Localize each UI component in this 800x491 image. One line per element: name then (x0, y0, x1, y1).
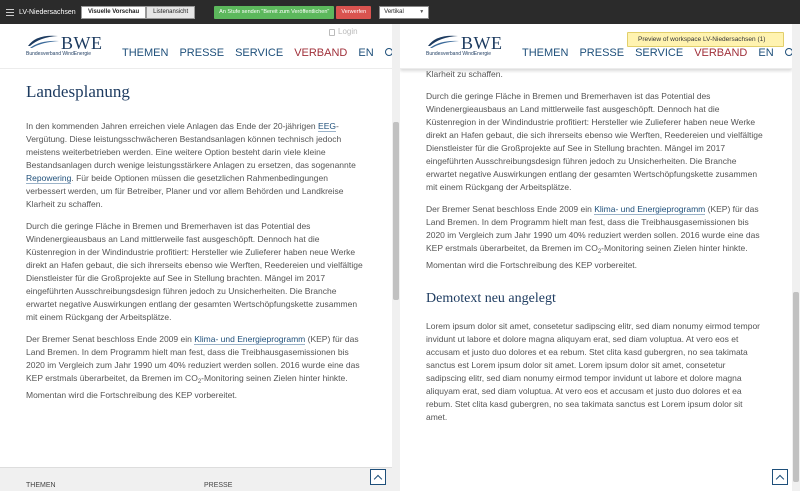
view-switcher (81, 6, 195, 19)
paragraph-text: (KEP) für das Land Bremen. In dem Programm hielt man fest, dass die Treibhausgasemissionen bis 2020 im Vergleich zum Jahr 1990 um 40% reduziert werden sollen. 2016 wurde eine das KEP erstmals überarbeitet, da Bremen im CO (26, 334, 360, 383)
chevron-up-icon (374, 474, 382, 482)
paragraph-text: (KEP) für das Land Bremen. In dem Programm hielt man fest, dass die Treibhausgasemissionen bis 2020 im Vergleich zum Jahr 1990 um 40% reduziert werden sollen. 2016 wurde eine das KEP erstmals überarbeitet, da Bremen im CO (426, 204, 760, 253)
nav-en[interactable]: EN (358, 47, 374, 59)
kep-link[interactable]: Klima- und Energieprogramm (594, 204, 706, 214)
eeg-link[interactable]: EEG (318, 121, 336, 131)
menu-icon (5, 7, 15, 17)
paragraph-text: In den kommenden Jahren erreichen viele Anlagen das Ende der 20-jährigen (26, 121, 319, 131)
paragraph-text: Der Bremer Senat beschloss Ende 2009 ein (26, 334, 195, 344)
repowering-link[interactable]: Repowering (26, 173, 72, 183)
lorem-paragraph: Lorem ipsum dolor sit amet, consetetur sadipscing elitr, sed diam nonumy eirmod tempor invidunt ut labore et dolore magna aliquyam erat, sed diam voluptua. At vero eos et accusam et justo duo dolores et ea rebum. Stet clita kasd gubergren, no sea takimata sanctus est Lorem ipsum dolor sit amet. Lorem ipsum dolor sit amet, consetetur sadipscing elitr, sed diam nonumy eirmod tempor invidunt ut labore et dolore magna aliquyam erat, sed diam voluptua. At vero eos et accusam et justo duo dolores et ea rebum. Stet clita kasd gubergren, no sea takimata sanctus est Lorem ipsum dolor sit amet. (426, 321, 761, 422)
main-nav (122, 47, 400, 59)
paragraph-eeg (26, 120, 366, 211)
demotext-heading: Demotext neu angelegt (426, 291, 556, 306)
right-preview-pane (400, 24, 800, 491)
login-label: Login (338, 27, 358, 36)
nav-presse[interactable]: PRESSE (179, 47, 225, 59)
right-scrollbar-thumb[interactable] (793, 292, 799, 482)
nav-service[interactable]: SERVICE (635, 47, 684, 59)
logo-tagline: Bundesverband WindEnergie (26, 51, 92, 57)
paragraph-text: -Monitoring seinen Zielen hinter hinkte. Momentan wird die Fortschreibung des KEP vorbereitet. (26, 373, 348, 400)
wind-logo-icon (26, 32, 60, 50)
nav-presse[interactable]: PRESSE (579, 47, 625, 59)
subscript-2: 2 (597, 249, 602, 255)
layout-select-value: Vertikal (384, 9, 404, 15)
article-body-right (426, 68, 766, 433)
bwe-logo[interactable] (426, 32, 506, 60)
page-title: Landesplanung (26, 82, 130, 101)
wind-logo-icon (426, 32, 460, 50)
paragraph-bremen: Durch die geringe Fläche in Bremen und Bremerhaven ist das Potential des Windenergieausbaus an Land mittlerweile fast ausgeschöpft. Dennoch hat die Küstenregion in der Windindustrie profitiert: Hersteller wie Zulieferer haben neue Werke direkt an Hafen gebaut, die sich ihrerseits ebenso wie Werften, Reedereien und vielfältige Dienstleister für die Großprojekte auf See in Stellung brachten. Mängel im 2017 eingeführten Ausschreibungsdesign führen jedoch zu Unsicherheiten. Die Branche erwartet negative Auswirkungen entlang der gesamten Wertschöpfungskette zusammen mit einem Rückgang der Arbeitsplätze. (26, 221, 363, 322)
nav-themen[interactable]: THEMEN (122, 47, 169, 59)
back-to-top-button[interactable] (772, 469, 788, 485)
logo-wordmark: BWE (461, 33, 503, 53)
nav-themen[interactable]: THEMEN (522, 47, 569, 59)
layout-select[interactable] (379, 6, 429, 19)
list-view-button[interactable]: Listenansicht (146, 6, 195, 19)
login-link[interactable] (329, 27, 358, 36)
left-preview-pane (0, 24, 400, 491)
discard-button[interactable]: Verwerfen (336, 6, 371, 19)
paragraph-tail: Klarheit zu schaffen. (426, 69, 503, 79)
chevron-down-icon: ▼ (419, 9, 425, 15)
logo-tagline: Bundesverband WindEnergie (426, 51, 492, 57)
kep-link[interactable]: Klima- und Energieprogramm (194, 334, 306, 344)
visual-preview-button[interactable]: Visuelle Vorschau (81, 6, 146, 19)
nav-service[interactable]: SERVICE (235, 47, 284, 59)
paragraph-text: Der Bremer Senat beschloss Ende 2009 ein (426, 204, 595, 214)
left-scrollbar[interactable] (392, 24, 400, 491)
logo-wordmark: BWE (61, 33, 103, 53)
paragraph-kep (26, 333, 366, 402)
chevron-up-icon (776, 474, 784, 482)
site-header (0, 24, 392, 69)
nav-en[interactable]: EN (758, 47, 774, 59)
preview-notice: Preview of workspace LV-Niedersachsen (1) (627, 32, 784, 47)
lock-icon (329, 29, 335, 36)
footer-col-presse[interactable]: PRESSE (204, 482, 233, 489)
neos-toolbar (0, 0, 800, 24)
nav-verband[interactable]: VERBAND (294, 47, 348, 59)
left-scrollbar-thumb[interactable] (393, 122, 399, 300)
paragraph-text: -Monitoring seinen Zielen hinter hinkte. Momentan wird die Fortschreibung des KEP vorbereitet. (426, 243, 748, 270)
site-footer (0, 467, 392, 491)
bwe-logo[interactable] (26, 32, 106, 60)
right-scrollbar[interactable] (792, 24, 800, 491)
paragraph-kep (426, 203, 766, 272)
workspace-menu[interactable] (0, 7, 78, 17)
publish-stage-button[interactable]: An Stufe senden "Bereit zum Veröffentlichen" (214, 6, 334, 19)
footer-col-themen[interactable]: THEMEN (26, 482, 56, 489)
back-to-top-button[interactable] (370, 469, 386, 485)
paragraph-text: -Vergütung. Diese leistungsschwächeren Bestandsanlagen können technisch jedoch meistens weiterbetrieben werden. Eine weitere Option besteht darin viele kleine Bestandsanlagen durch wenige leistungsstärkere Anlagen zu ersetzen, das sogenannte (26, 121, 356, 170)
subscript-2: 2 (197, 379, 202, 385)
article-body (26, 82, 366, 411)
nav-verband[interactable]: VERBAND (694, 47, 748, 59)
paragraph-text: . Für beide Optionen müssen die gesetzlichen Rahmenbedingungen verbessert werden, um für Betreiber, Planer und vor allem Behörden und Landkreise Klarheit zu schaffen. (26, 173, 344, 209)
main-nav (522, 47, 800, 59)
workspace-name: LV-Niedersachsen (19, 8, 76, 16)
paragraph-bremen: Durch die geringe Fläche in Bremen und Bremerhaven ist das Potential des Windenergieausbaus an Land mittlerweile fast ausgeschöpft. Dennoch hat die Küstenregion in der Windindustrie profitiert: Hersteller wie Zulieferer haben neue Werke direkt an Hafen gebaut, die sich ihrerseits ebenso wie Werften, Reedereien und vielfältige Dienstleister für die Großprojekte auf See in Stellung brachten. Mängel im 2017 eingeführten Ausschreibungsdesign führen jedoch zu Unsicherheiten. Die Branche erwartet negative Auswirkungen entlang der gesamten Wertschöpfungskette zusammen mit einem Rückgang der Arbeitsplätze. (426, 91, 763, 192)
